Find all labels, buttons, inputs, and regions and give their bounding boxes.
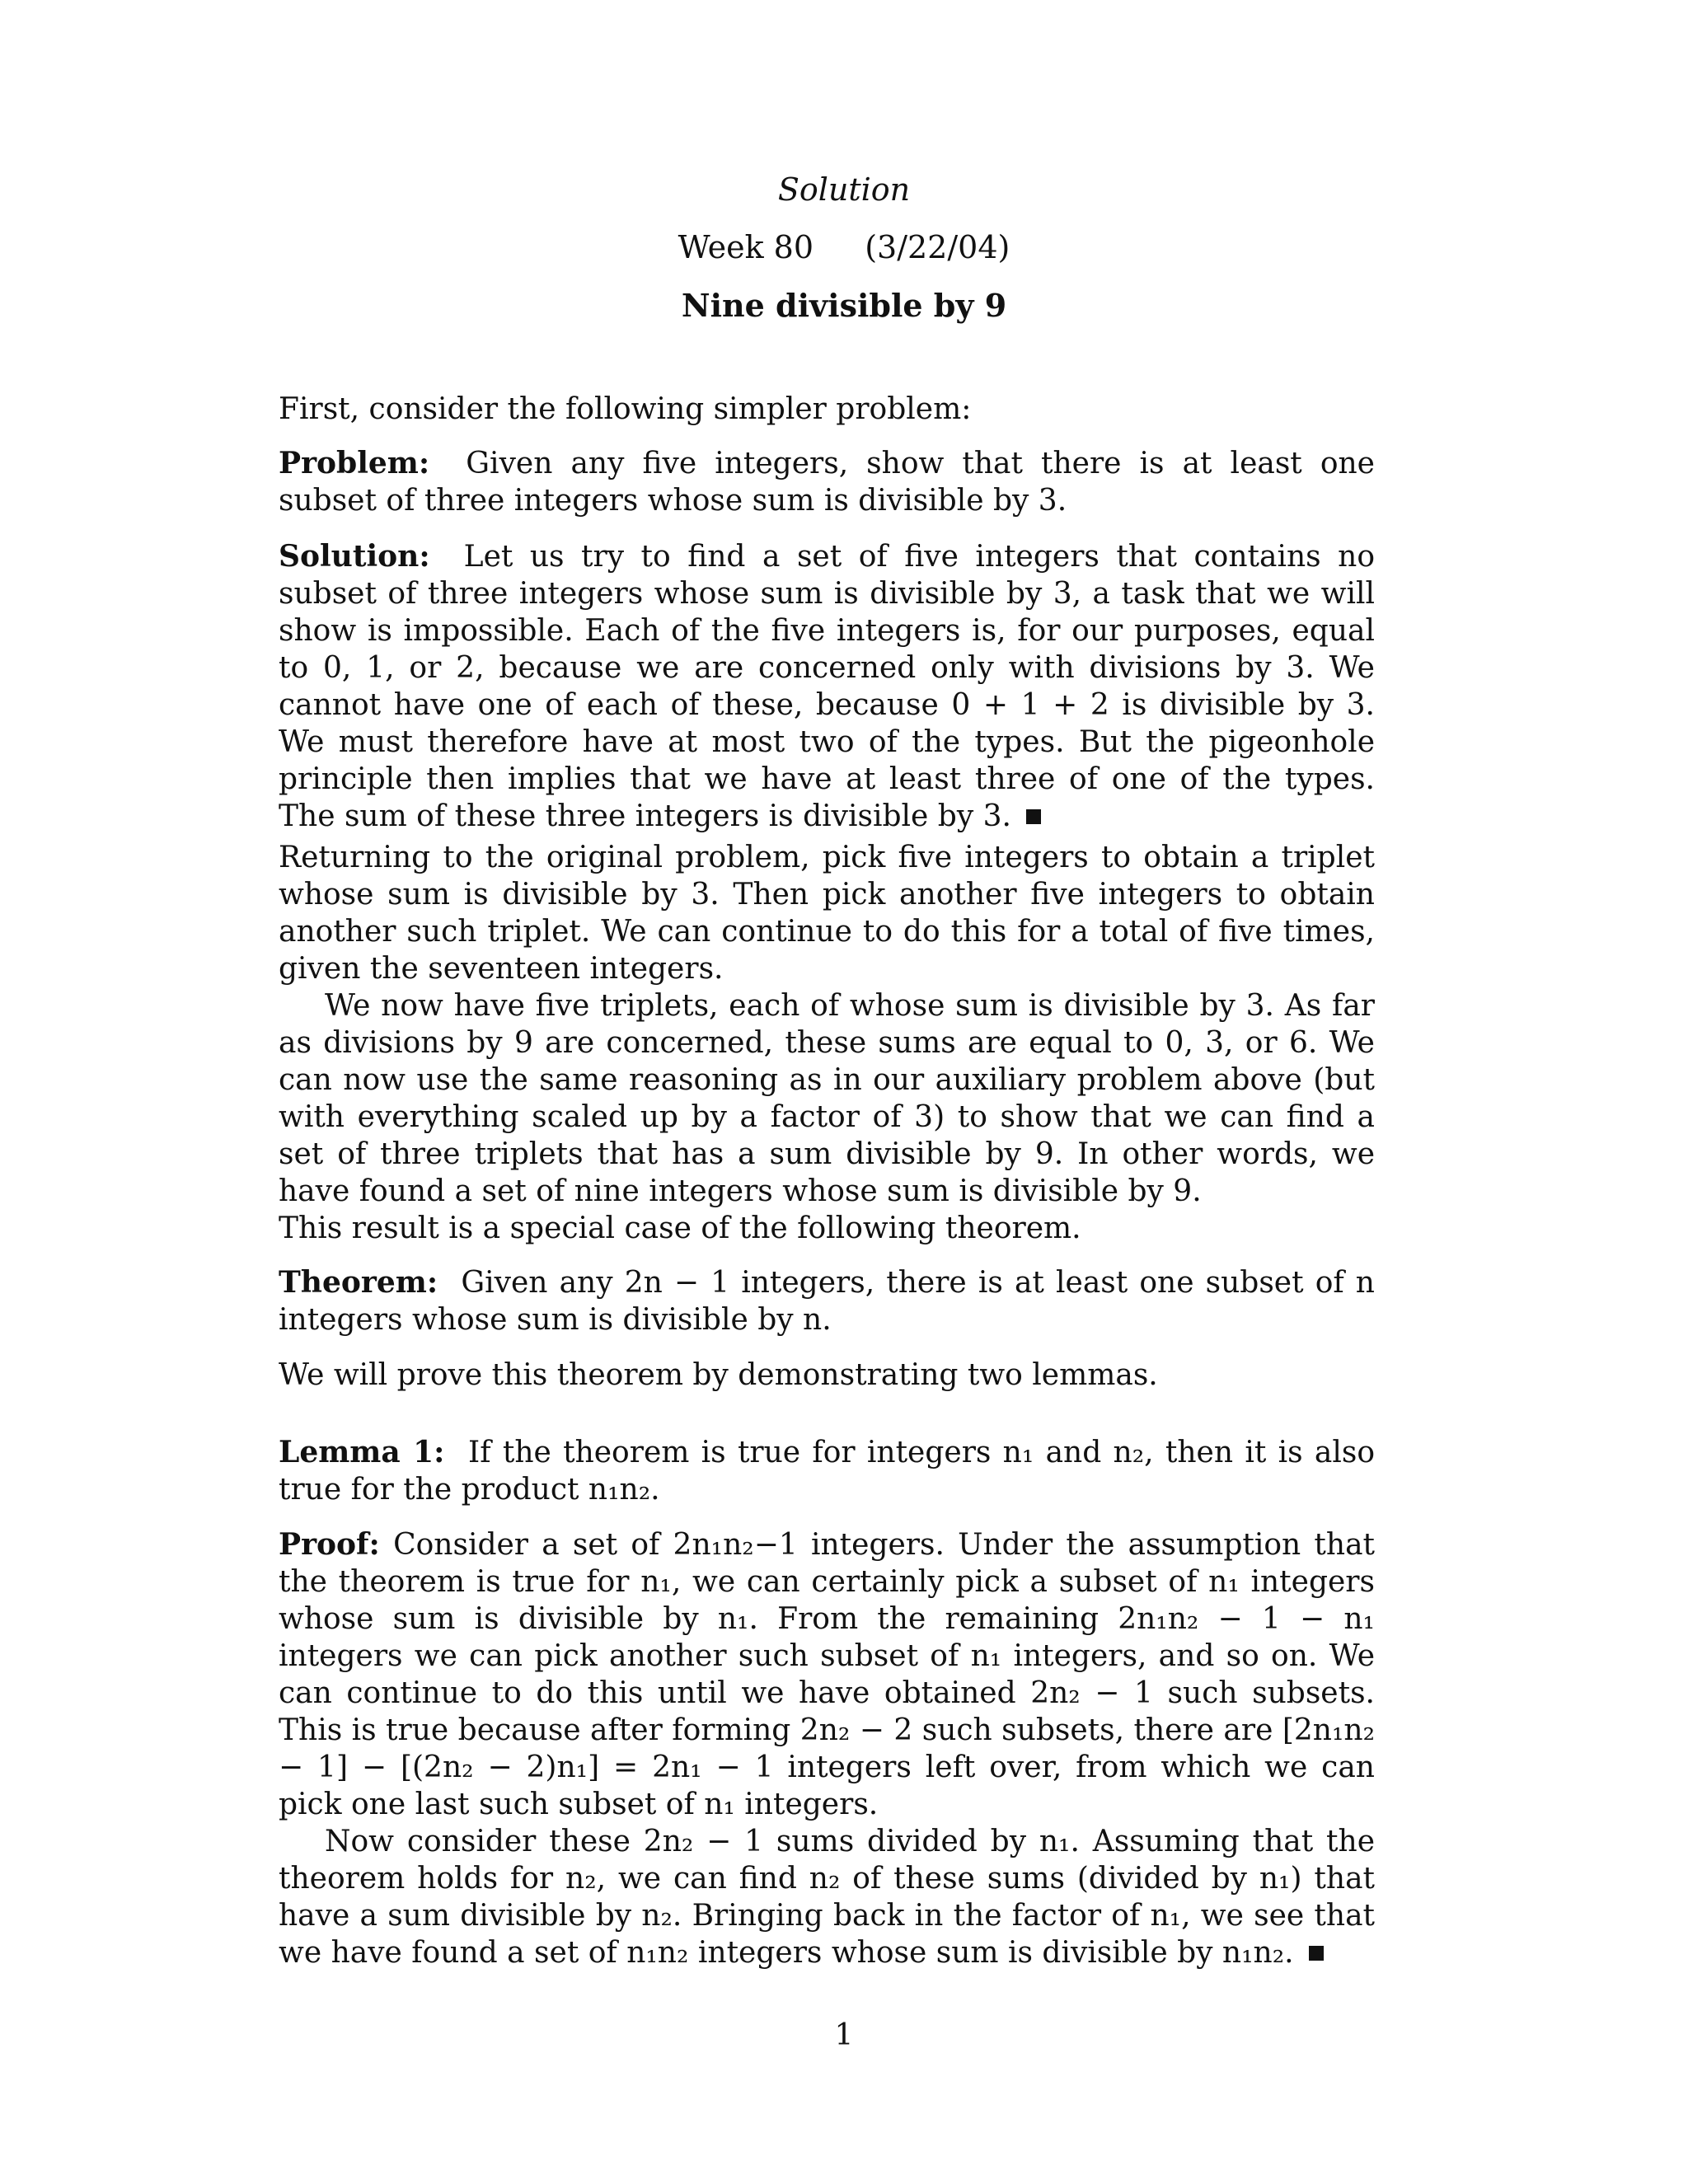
page-number: 1 [834,2018,854,2052]
theorem-block [279,1264,1375,1338]
returning-paragraph-1: Returning to the original problem, pick five integers to obtain a triplet whose sum is divisible by 3. Then pick another five integers to obtain another such triplet. We can continue to do this for a total of five times, given the seventeen integers. [279,841,1375,986]
header-label: Solution [777,171,911,208]
problem-block [279,445,1375,519]
page-title: Nine divisible by 9 [681,287,1007,324]
theorem-text: Given any 2n − 1 integers, there is at least one subset of n integers whose sum is divisible by n. [279,1266,1375,1337]
proof-label: Proof: [279,1527,380,1562]
special-case-paragraph: This result is a special case of the following theorem. [279,1212,1081,1245]
lemma1-text: If the theorem is true for integers n₁ and n₂, then it is also true for the product n₁n₂. [279,1436,1375,1507]
proof-block [279,1526,1375,1971]
proof-text-2: Now consider these 2n₂ − 1 sums divided by n₁. Assuming that the theorem holds for n₂, we can find n₂ of these sums (divided by n₁) that have a sum divisible by n₂. Bringing back in the factor of n₁, we see that we have found a set of n₁n₂ integers whose sum is divisible by n₁n₂. [279,1825,1375,1970]
prove-intro-paragraph: We will prove this theorem by demonstrating two lemmas. [279,1358,1158,1392]
proof-text-1: Consider a set of 2n₁n₂−1 integers. Under the assumption that the theorem is true for n₁, we can certainly pick a subset of n₁ integers whose sum is divisible by n₁. From the remaining 2n₁n₂ − 1 − n₁ integers we can pick another such subset of n₁ integers, and so on. We can continue to do this until we have obtained 2n₂ − 1 such subsets. This is true because after forming 2n₂ − 2 such subsets, there are [2n₁n₂ − 1] − [(2n₂ − 2)n₁] = 2n₁ − 1 integers left over, from which we can pick one last such subset of n₁ integers. [279,1528,1375,1821]
problem-text: Given any five integers, show that there is at least one subset of three integers whose sum is divisible by 3. [279,447,1375,518]
returning-block [279,839,1375,1210]
solution-label: Solution: [279,539,430,574]
returning-paragraph-2: We now have five triplets, each of whose sum is divisible by 3. As far as divisions by 9 are concerned, these sums are equal to 0, 3, or 6. We can now use the same reasoning as in our auxiliary problem above (but with everything scaled up by a factor of 3) to show that we can find a set of three triplets that has a sum divisible by 9. In other words, we have found a set of nine integers whose sum is divisible by 9. [279,989,1375,1208]
problem-label: Problem: [279,446,430,480]
solution-text: Let us try to find a set of five integers that contains no subset of three integers whose sum is divisible by 3, a task that we will show is impossible. Each of the five integers is, for our purposes, equal to 0, 1, or 2, because we are concerned only with divisions by 3. We cannot have one of each of these, because 0 + 1 + 2 is divisible by 3. We must therefore have at most two of the types. But the pigeonhole principle then implies that we have at least three of one of the types. The sum of these three integers is divisible by 3. [279,540,1375,833]
intro-paragraph: First, consider the following simpler problem: [279,392,972,426]
lemma1-label: Lemma 1: [279,1435,445,1469]
lemma1-block [279,1434,1375,1508]
theorem-label: Theorem: [279,1265,438,1300]
header-week-date: Week 80 (3/22/04) [678,229,1010,265]
qed-square-icon [1309,1946,1324,1961]
qed-square-icon [1026,809,1041,824]
solution-block [279,538,1375,835]
